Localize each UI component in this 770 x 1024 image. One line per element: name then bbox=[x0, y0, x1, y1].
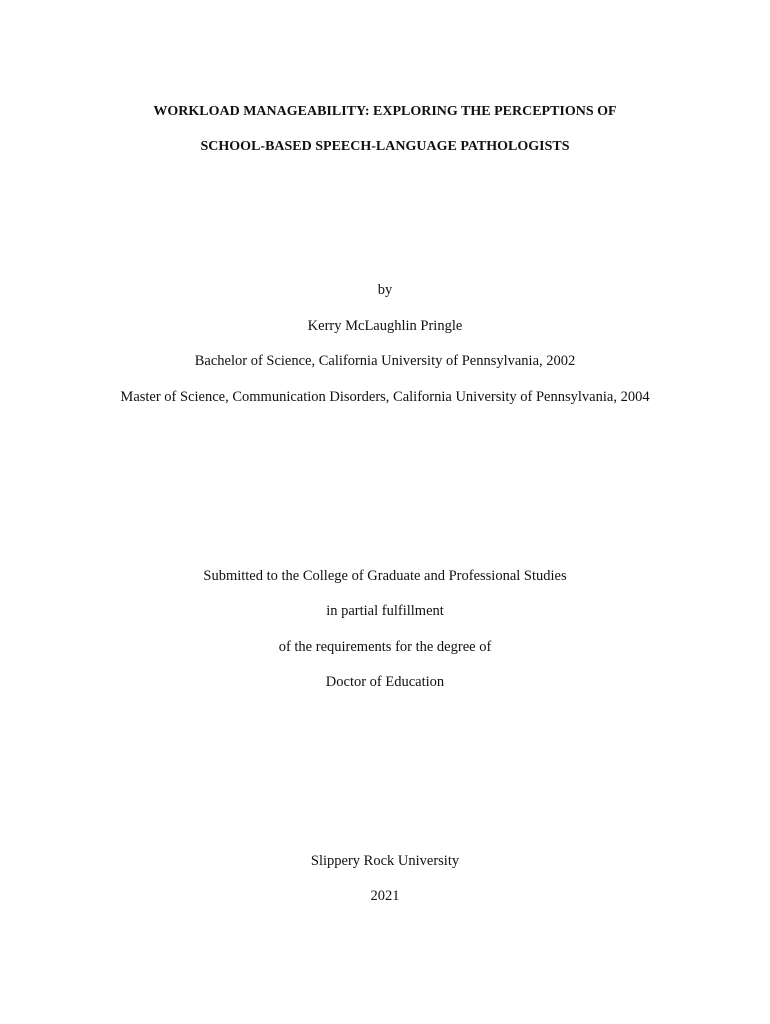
title-line-1: WORKLOAD MANAGEABILITY: EXPLORING THE PERCEPTIONS OF bbox=[153, 104, 617, 119]
institution-name: Slippery Rock University bbox=[310, 853, 460, 869]
submission-line-2: in partial fulfillment bbox=[326, 603, 444, 619]
degree-bachelor: Bachelor of Science, California University of Pennsylvania, 2002 bbox=[194, 353, 576, 369]
degree-master: Master of Science, Communication Disorders, California University of Pennsylvania, 2004 bbox=[120, 389, 650, 405]
by-label: by bbox=[377, 282, 393, 298]
year: 2021 bbox=[370, 888, 400, 904]
author-name: Kerry McLaughlin Pringle bbox=[307, 318, 463, 334]
submission-line-1: Submitted to the College of Graduate and Professional Studies bbox=[203, 568, 567, 584]
degree-sought: Doctor of Education bbox=[325, 674, 445, 690]
submission-line-3: of the requirements for the degree of bbox=[278, 639, 492, 655]
title-line-2: SCHOOL-BASED SPEECH-LANGUAGE PATHOLOGISTS bbox=[200, 139, 570, 154]
